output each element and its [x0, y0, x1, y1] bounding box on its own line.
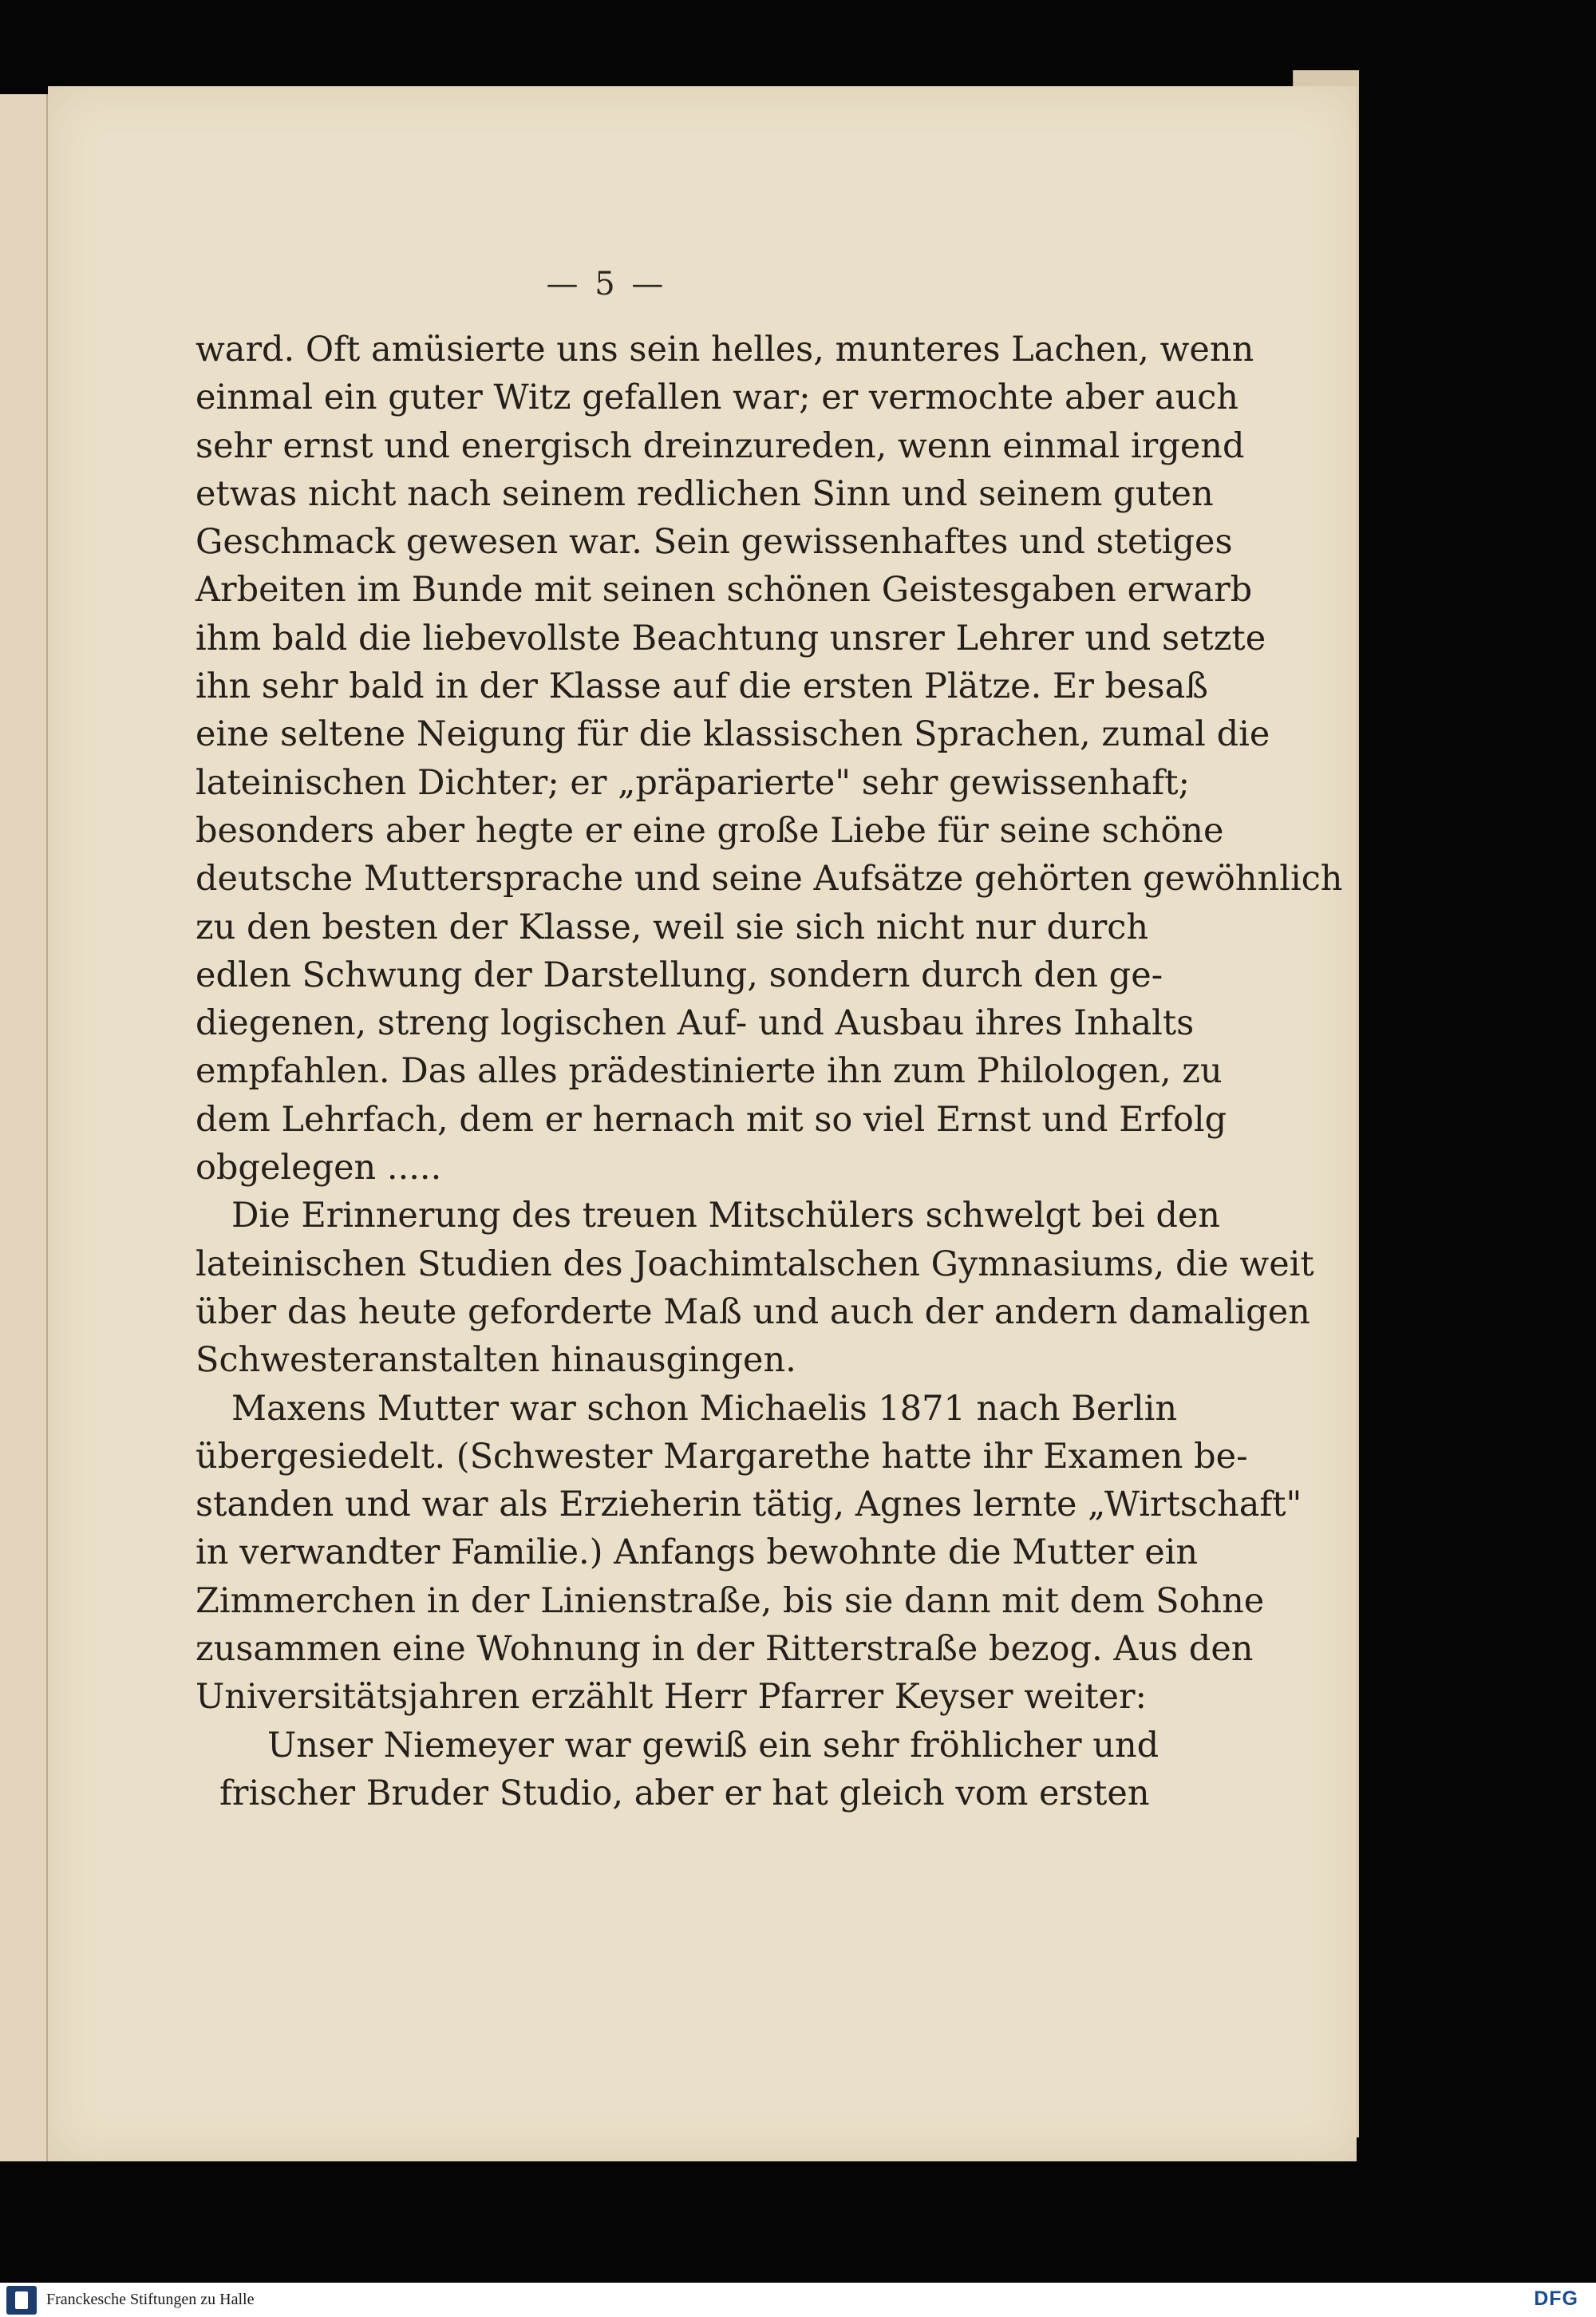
text-line: Unser Niemeyer war gewiß ein sehr fröhlicher und: [267, 1725, 1159, 1765]
text-line: Schwesteranstalten hinausgingen.: [196, 1340, 796, 1381]
text-line: obgelegen .....: [196, 1148, 442, 1188]
body-text: [196, 326, 1343, 1817]
text-line: einmal ein guter Witz gefallen war; er vermochte aber auch: [196, 378, 1238, 418]
text-line: eine seltene Neigung für die klassischen Sprachen, zumal die: [196, 714, 1270, 755]
text-line: standen und war als Erzieherin tätig, Agnes lernte „Wirtschaft": [196, 1485, 1302, 1525]
text-line: zu den besten der Klasse, weil sie sich nicht nur durch: [196, 907, 1149, 947]
text-line: lateinischen Studien des Joachimtalschen Gymnasiums, die weit: [196, 1244, 1314, 1284]
text-line: Die Erinnerung des treuen Mitschülers schwelgt bei den: [231, 1196, 1220, 1236]
text-line: dem Lehrfach, dem er hernach mit so viel Ernst und Erfolg: [196, 1099, 1227, 1140]
text-line: lateinischen Dichter; er „präparierte" sehr gewissenhaft;: [196, 762, 1190, 803]
dfg-logo: DFG: [1534, 2287, 1578, 2310]
text-line: ihn sehr bald in der Klasse auf die ersten Plätze. Er besaß: [196, 666, 1208, 707]
text-line: über das heute geforderte Maß und auch der andern damaligen: [196, 1291, 1310, 1332]
text-line: deutsche Muttersprache und seine Aufsätze gehörten gewöhnlich: [196, 859, 1343, 900]
institution-logo: [6, 2286, 37, 2315]
text-line: diegenen, streng logischen Auf- und Ausbau ihres Inhalts: [196, 1003, 1195, 1044]
book-page: [48, 86, 1357, 2161]
text-line: Zimmerchen in der Linienstraße, bis sie dann mit dem Sohne: [196, 1580, 1265, 1621]
text-line: empfahlen. Das alles prädestinierte ihn zum Philologen, zu: [196, 1051, 1223, 1092]
text-line: Geschmack gewesen war. Sein gewissenhaftes und stetiges: [196, 522, 1233, 563]
text-line: in verwandter Familie.) Anfangs bewohnte die Mutter ein: [196, 1532, 1199, 1573]
text-line: frischer Bruder Studio, aber er hat gleich vom ersten: [219, 1773, 1150, 1813]
text-line: ward. Oft amüsierte uns sein helles, munteres Lachen, wenn: [196, 330, 1254, 370]
facing-page-edge: [0, 94, 48, 2161]
institution-name: Franckesche Stiftungen zu Halle: [46, 2291, 255, 2308]
text-line: edlen Schwung der Darstellung, sondern durch den ge-: [196, 955, 1163, 995]
text-line: besonders aber hegte er eine große Liebe für seine schöne: [196, 810, 1224, 851]
text-line: Universitätsjahren erzählt Herr Pfarrer Keyser weiter:: [196, 1677, 1147, 1718]
text-line: sehr ernst und energisch dreinzureden, wenn einmal irgend: [196, 425, 1245, 466]
text-line: Arbeiten im Bunde mit seinen schönen Geistesgaben erwarb: [196, 570, 1253, 611]
text-line: ihm bald die liebevollste Beachtung unsrer Lehrer und setzte: [196, 618, 1266, 658]
text-line: übergesiedelt. (Schwester Margarethe hatte ihr Examen be-: [196, 1436, 1248, 1477]
text-line: Maxens Mutter war schon Michaelis 1871 nach Berlin: [231, 1388, 1178, 1429]
page-number: — 5 —: [546, 266, 667, 302]
viewer-footer: [0, 2283, 1596, 2317]
text-line: zusammen eine Wohnung in der Ritterstraße bezog. Aus den: [196, 1629, 1254, 1670]
text-line: etwas nicht nach seinem redlichen Sinn und seinem guten: [196, 473, 1214, 514]
